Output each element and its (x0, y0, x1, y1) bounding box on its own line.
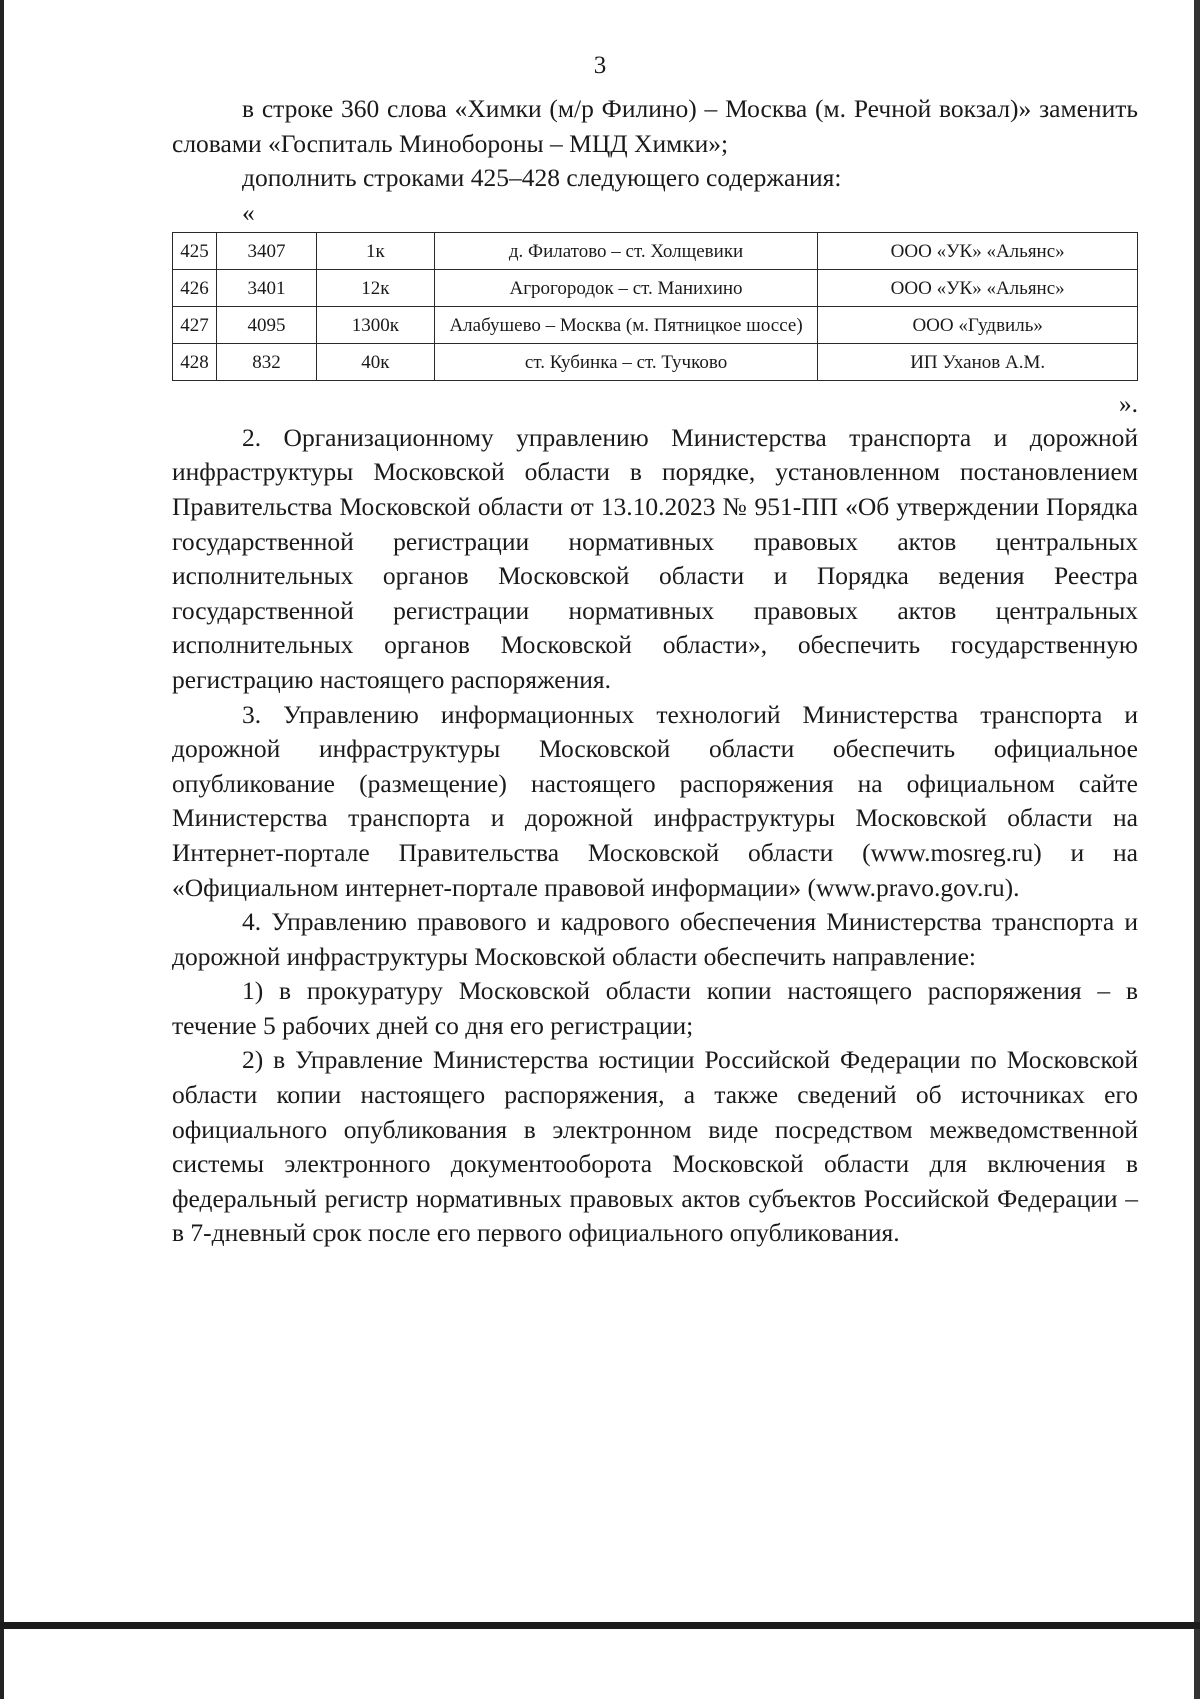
carrier-cell: ООО «УК» «Альянс» (818, 269, 1138, 306)
row-number-cell: 427 (173, 306, 217, 343)
paragraph-2: 2. Организационному управлению Министерства транспорта и дорожной инфраструктуры Московской области в порядке, установленном постановлением Правительства Московской области от 13.10.2023 № 951-ПП «Об утверждении Порядка государственной регистрации нормативных правовых актов центральных исполнительных органов Московской области и Порядка ведения Реестра государственной регистрации нормативных правовых актов центральных исполнительных органов Московской области», обеспечить государственную регистрацию настоящего распоряжения. (172, 422, 1138, 694)
routes-table (172, 232, 1138, 381)
scan-bottom-line (0, 1622, 1200, 1629)
intro-add-rows-paragraph: дополнить строками 425–428 следующего содержания: (242, 163, 842, 193)
route-name-cell: Агрогородок – ст. Манихино (434, 269, 818, 306)
quote-close-mark: ». (1118, 388, 1138, 418)
table-row (173, 232, 1138, 269)
table-row (173, 343, 1138, 380)
carrier-cell: ИП Уханов А.М. (818, 343, 1138, 380)
route-number-cell: 832 (216, 343, 316, 380)
paragraph-4-item-2: 2) в Управление Министерства юстиции Российской Федерации по Московской области копии настоящего распоряжения, а также сведений об источниках его официального опубликования в электронном виде посредством межведомственной системы электронного документооборота Московской области для включения в федеральный регистр нормативных правовых актов субъектов Российской Федерации – в 7-дневный срок после его первого официального опубликования. (172, 1045, 1138, 1248)
carrier-cell: ООО «УК» «Альянс» (818, 232, 1138, 269)
page-number: 3 (593, 52, 607, 79)
route-number-cell: 3401 (216, 269, 316, 306)
row-number-cell: 425 (173, 232, 217, 269)
scan-edge-right (1194, 0, 1200, 1699)
table-row (173, 269, 1138, 306)
carrier-cell: ООО «Гудвиль» (818, 306, 1138, 343)
route-name-cell: д. Филатово – ст. Холщевики (434, 232, 818, 269)
quote-open-mark: « (242, 197, 255, 227)
route-number-cell: 3407 (216, 232, 316, 269)
scan-edge-left (0, 0, 4, 1699)
row-number-cell: 428 (173, 343, 217, 380)
document-body (172, 92, 1138, 1251)
intro-replace-paragraph: в строке 360 слова «Химки (м/р Филино) – Москва (м. Речной вокзал)» заменить словами «Госпиталь Минобороны – МЦД Химки»; (172, 94, 1138, 158)
table-row (173, 306, 1138, 343)
registration-number-cell: 1к (316, 232, 434, 269)
route-name-cell: ст. Кубинка – ст. Тучково (434, 343, 818, 380)
registration-number-cell: 1300к (316, 306, 434, 343)
paragraph-4-item-1: 1) в прокуратуру Московской области копии настоящего распоряжения – в течение 5 рабочих дней со дня его регистрации; (172, 976, 1138, 1040)
registration-number-cell: 40к (316, 343, 434, 380)
paragraph-4: 4. Управлению правового и кадрового обеспечения Министерства транспорта и дорожной инфраструктуры Московской области обеспечить направление: (172, 907, 1138, 971)
registration-number-cell: 12к (316, 269, 434, 306)
route-name-cell: Алабушево – Москва (м. Пятницкое шоссе) (434, 306, 818, 343)
paragraph-3: 3. Управлению информационных технологий Министерства транспорта и дорожной инфраструктуры Московской области обеспечить официальное опубликование (размещение) настоящего распоряжения на официальном сайте Министерства транспорта и дорожной инфраструктуры Московской области на Интернет-портале Правительства Московской области (www.mosreg.ru) и на «Официальном интернет-портале правовой информации» (www.pravo.gov.ru). (172, 699, 1138, 902)
row-number-cell: 426 (173, 269, 217, 306)
route-number-cell: 4095 (216, 306, 316, 343)
